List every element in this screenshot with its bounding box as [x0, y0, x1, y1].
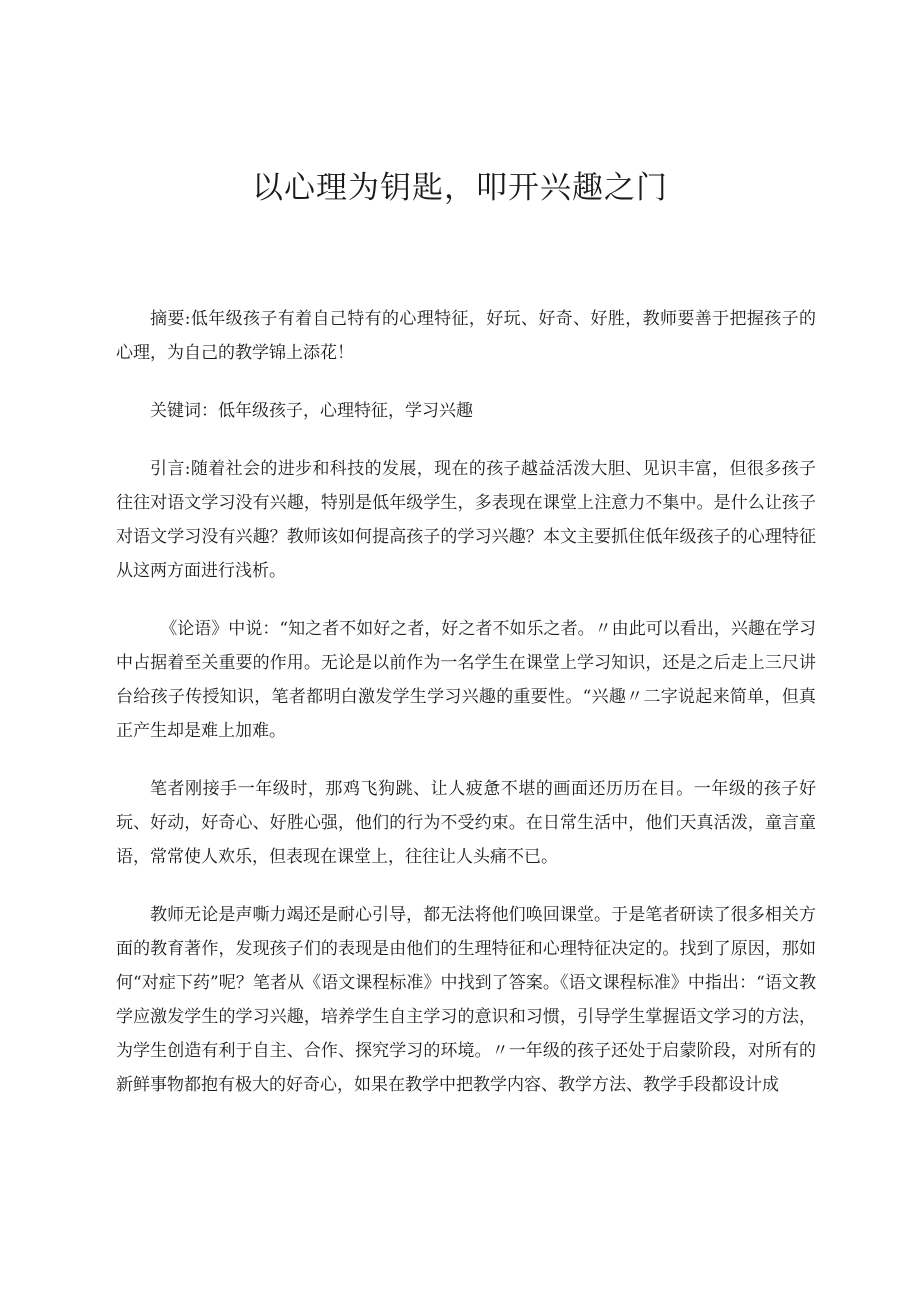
document-title: 以心理为钥匙，叩开兴趣之门: [252, 170, 668, 206]
body-paragraph-lunyu: 《论语》中说：“知之者不如好之者，好之者不如乐之者。〃由此可以看出，兴趣在学习中占据着至关重要的作用。无论是以前作为一名学生在课堂上学习知识，还是之后走上三尺讲台给孩子传授知识，笔者都明白激发学生学习兴趣的重要性。“兴趣〃二字说起来简单，但真正产生却是难上加难。: [116, 619, 816, 741]
abstract-paragraph: 摘要:低年级孩子有着自己特有的心理特征，好玩、好奇、好胜，教师要善于把握孩子的心理，为自己的教学锦上添花！: [116, 309, 816, 363]
body-paragraph-curriculum: 教师无论是声嘶力竭还是耐心引导，都无法将他们唤回课堂。于是笔者研读了很多相关方面的教育著作，发现孩子们的表现是由他们的生理特征和心理特征决定的。找到了原因，那如何“对症下药”呢？笔者从《语文课程标准》中找到了答案。《语文课程标准》中指出：“语文教学应激发学生的学习兴趣，培养学生自主学习的意识和习惯，引导学生掌握语文学习的方法，为学生创造有利于自主、合作、探究学习的环境。〃一年级的孩子还处于启蒙阶段，对所有的新鲜事物都抱有极大的好奇心，如果在教学中把教学内容、教学方法、教学手段都设计成: [116, 905, 816, 1095]
keywords-paragraph: 关键词：低年级孩子，心理特征，学习兴趣: [150, 401, 473, 421]
document-body: [116, 302, 816, 1102]
introduction-paragraph: 引言:随着社会的进步和科技的发展，现在的孩子越益活泼大胆、见识丰富，但很多孩子往往对语文学习没有兴趣，特别是低年级学生，多表现在课堂上注意力不集中。是什么让孩子对语文学习没有兴趣？教师该如何提高孩子的学习兴趣？本文主要抓住低年级孩子的心理特征从这两方面进行浅析。: [116, 459, 816, 581]
body-paragraph-first-grade: 笔者刚接手一年级时，那鸡飞狗跳、让人疲惫不堪的画面还历历在目。一年级的孩子好玩、好动，好奇心、好胜心强，他们的行为不受约束。在日常生活中，他们天真活泼，童言童语，常常使人欢乐，但表现在课堂上，往往让人头痛不已。: [116, 779, 816, 867]
